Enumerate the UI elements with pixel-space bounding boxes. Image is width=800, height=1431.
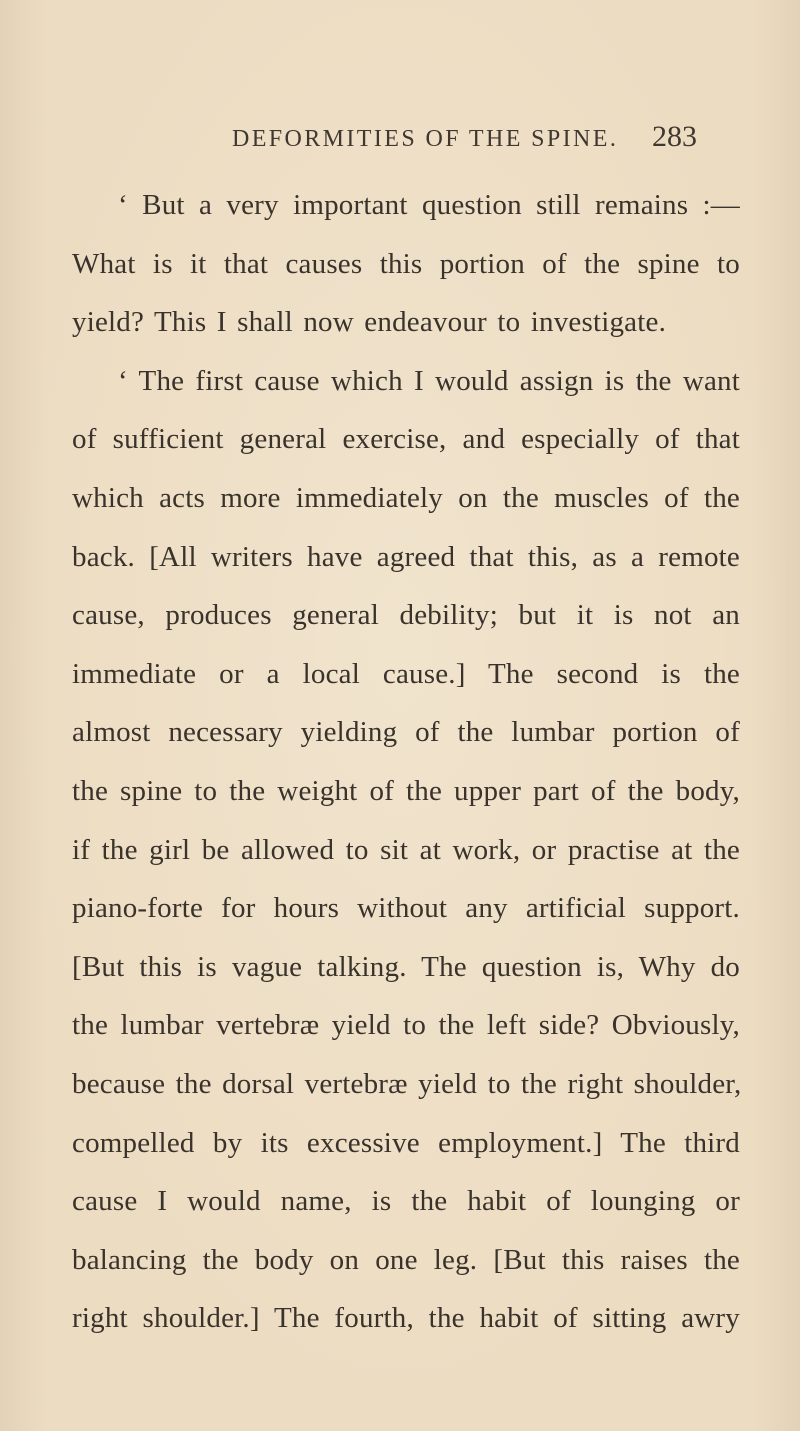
text-line: [But this is vague talking. The question is, Why do <box>72 950 740 983</box>
text-line: ‘ But a very important question still remains :— <box>118 189 740 221</box>
text-line: of sufficient general exercise, and especially of that <box>72 423 740 456</box>
text-line: yield? This I shall now endeavour to investigate. <box>72 306 667 339</box>
text-line: which acts more immediately on the muscles of the <box>72 481 740 514</box>
text-line: balancing the body on one leg. [But this raises the <box>72 1243 740 1276</box>
text-line: compelled by its excessive employment.] The third <box>72 1126 740 1159</box>
text-line: ‘ The first cause which I would assign is the want <box>118 364 740 397</box>
text-line: back. [All writers have agreed that this, as a remote <box>72 540 740 573</box>
text-line: if the girl be allowed to sit at work, or practise at the <box>72 833 740 866</box>
running-title: DEFORMITIES OF THE SPINE. <box>232 126 619 152</box>
text-line: immediate or a local cause.] The second is the <box>72 657 740 690</box>
page-number: 283 <box>652 120 697 153</box>
text-line: the spine to the weight of the upper part of the body, <box>72 774 740 807</box>
text-line: because the dorsal vertebræ yield to the right shoulder, <box>72 1067 742 1100</box>
text-line: cause I would name, is the habit of lounging or <box>72 1185 740 1218</box>
text-line: piano-forte for hours without any artificial support. <box>72 892 740 925</box>
text-line: the lumbar vertebræ yield to the left side? Obviously, <box>72 1009 740 1042</box>
text-line: almost necessary yielding of the lumbar portion of <box>72 716 740 749</box>
text-line: What is it that causes this portion of the spine to <box>72 247 740 280</box>
text-line: cause, produces general debility; but it is not an <box>72 599 740 632</box>
body-text <box>72 176 740 1348</box>
text-line: right shoulder.] The fourth, the habit of sitting awry <box>72 1302 740 1335</box>
